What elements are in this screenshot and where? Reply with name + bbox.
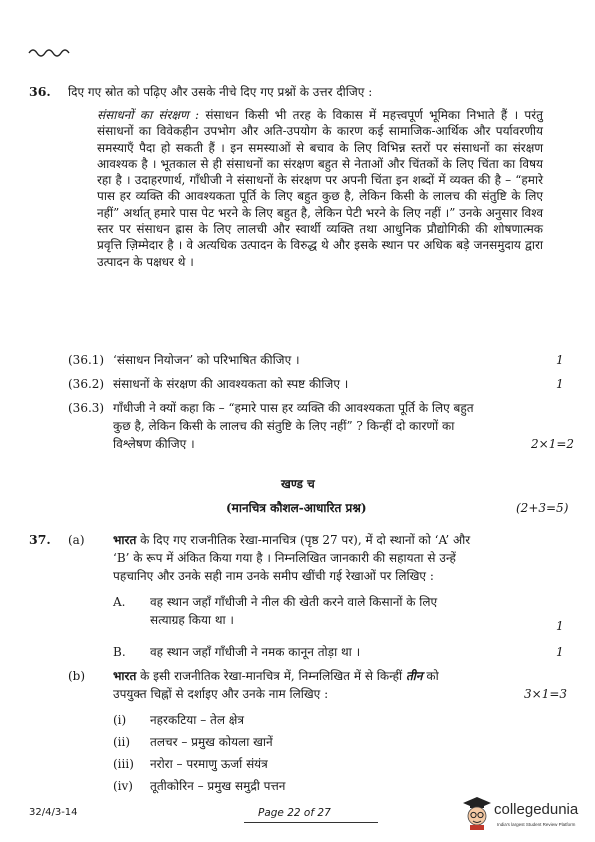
q37-b-item-2-text: तलचर – प्रमुख कोयला खानें xyxy=(150,735,273,749)
q37-a-A-line1: वह स्थान जहाँ गाँधीजी ने नील की खेती करने वाले किसानों के लिए xyxy=(150,595,438,609)
q37-b-item-1-text: नहरकटिया – तेल क्षेत्र xyxy=(150,713,245,727)
q37-b-item-2-label: (ii) xyxy=(113,735,131,749)
q37-b-line1 xyxy=(113,668,439,684)
sub-36-1-marks: 1 xyxy=(556,353,564,367)
q37-b-line1a: के इसी राजनीतिक रेखा-मानचित्र में, निम्नलिखित में से किन्हीं xyxy=(136,669,406,683)
section-title: खण्ड च xyxy=(281,477,315,491)
q37-b-emph: तीन xyxy=(405,669,423,683)
mascot-icon xyxy=(462,796,492,830)
q36-instruction: दिए गए स्रोत को पढ़िए और उसके नीचे दिए गए प्रश्नों के उत्तर दीजिए : xyxy=(68,85,373,99)
q37-a-A-marks: 1 xyxy=(556,619,564,633)
section-subtitle: (मानचित्र कौशल-आधारित प्रश्न) xyxy=(226,501,367,515)
sub-36-1-label: (36.1) xyxy=(68,353,105,367)
sub-36-3-label: (36.3) xyxy=(68,401,105,415)
q37-a-line1 xyxy=(113,532,470,548)
q37-b-bold-lead: भारत xyxy=(113,669,137,683)
q37-b-line2: उपयुक्त चिह्नों से दर्शाइए और उनके नाम लिखिए : xyxy=(113,687,329,701)
q37-a-bold-lead: भारत xyxy=(113,533,137,547)
q37-b-item-3-label: (iii) xyxy=(113,757,134,771)
wave-ornament xyxy=(28,46,70,58)
q37-b-label: (b) xyxy=(68,669,86,683)
collegedunia-logo xyxy=(462,790,582,836)
q37-b-item-3-text: नरोरा – परमाणु ऊर्जा संयंत्र xyxy=(150,757,268,771)
sub-36-2-marks: 1 xyxy=(556,377,564,391)
q37-b-item-1-label: (i) xyxy=(113,713,127,727)
passage-title: संसाधनों का संरक्षण : xyxy=(97,108,200,122)
q37-b-line1b: को xyxy=(422,669,439,683)
q37-b-marks: 3×1=3 xyxy=(524,687,568,701)
q37-b-item-4-label: (iv) xyxy=(113,779,133,793)
q37-a-line1-text: के दिए गए राजनीतिक रेखा-मानचित्र (पृष्ठ 27 पर), में दो स्थानों को ‘A’ और xyxy=(136,533,471,547)
q37-a-B-marks: 1 xyxy=(556,645,564,659)
logo-text: collegedunia xyxy=(494,801,579,818)
q37-a-line2: ‘B’ के रूप में अंकित किया गया है । निम्नलिखित जानकारी की सहायता से उन्हें xyxy=(113,551,456,565)
sub-36-2-label: (36.2) xyxy=(68,377,105,391)
sub-36-3-line1: गाँधीजी ने क्यों कहा कि – “हमारे पास हर व्यक्ति की आवश्यकता पूर्ति के लिए बहुत xyxy=(113,401,474,415)
q37-a-A-label: A. xyxy=(113,595,126,609)
q37-a-A-line2: सत्याग्रह किया था । xyxy=(150,613,234,627)
sub-36-3-marks: 2×1=2 xyxy=(531,437,575,451)
footer-page-number: Page 22 of 27 xyxy=(258,807,331,819)
sub-36-1-text: ‘संसाधन नियोजन’ को परिभाषित कीजिए । xyxy=(113,353,300,367)
question-number-37: 37. xyxy=(29,532,51,547)
sub-36-3-line3: विश्लेषण कीजिए । xyxy=(113,437,195,451)
footer-code: 32/4/3-14 xyxy=(29,807,78,818)
q37-a-line3: पहचानिए और उनके सही नाम उनके समीप खींची गई रेखाओं पर लिखिए : xyxy=(113,569,434,583)
question-number-36: 36. xyxy=(29,84,51,99)
section-marks: (2+3=5) xyxy=(516,501,569,515)
q37-a-B-text: वह स्थान जहाँ गाँधीजी ने नमक कानून तोड़ा था । xyxy=(150,645,361,659)
q37-a-label: (a) xyxy=(68,533,85,547)
passage-text: संसाधन किसी भी तरह के विकास में महत्त्वपूर्ण भूमिका निभाते हैं । परंतु संसाधनों का विवेकहीन उपभोग और अति-उपयोग के कारण कई सामाजिक-आर्थिक और पर्यावरणीय समस्याएँ पैदा हो सकती हैं । इन समस्याओं से बचाव के लिए विभिन्न स्तरों पर संसाधनों का संरक्षण आवश्यक है । भूतकाल से ही संसाधनों का संरक्षण बहुत से नेताओं और चिंतकों के लिए चिंता का विषय रहा है । उदाहरणार्थ, गाँधीजी ने संसाधनों के संरक्षण पर अपनी चिंता इन शब्दों में व्यक्त की है – “हमारे पास हर व्यक्ति की आवश्यकता पूर्ति के लिए बहुत कुछ है, लेकिन किसी के लालच की संतुष्टि के लिए नहीं” अर्थात् हमारे पास पेट भरने के लिए बहुत है, लेकिन पेटी भरने के लिए नहीं ।” उनके अनुसार विश्व स्तर पर संसाधन ह्रास के लिए लालची और स्वार्थी व्यक्ति तथा आधुनिक प्रौद्योगिकी की शोषणात्मक प्रवृत्ति ज़िम्मेदार है । वे अत्यधिक उत्पादन के विरुद्ध थे और इसके स्थान पर अधिक बड़े जनसमुदाय द्वारा उत्पादन के पक्षधर थे । xyxy=(97,108,543,269)
q37-b-item-4-text: तूतीकोरिन – प्रमुख समुद्री पत्तन xyxy=(150,779,286,793)
footer-divider xyxy=(244,822,378,823)
sub-36-2-text: संसाधनों के संरक्षण की आवश्यकता को स्पष्ट कीजिए । xyxy=(113,377,349,391)
q37-a-B-label: B. xyxy=(113,645,126,659)
q36-passage xyxy=(97,107,543,270)
logo-tagline: India's largest Student Review Platform xyxy=(497,822,576,827)
sub-36-3-line2: कुछ है, लेकिन किसी के लालच की संतुष्टि के लिए नहीं” ? किन्हीं दो कारणों का xyxy=(113,419,455,433)
